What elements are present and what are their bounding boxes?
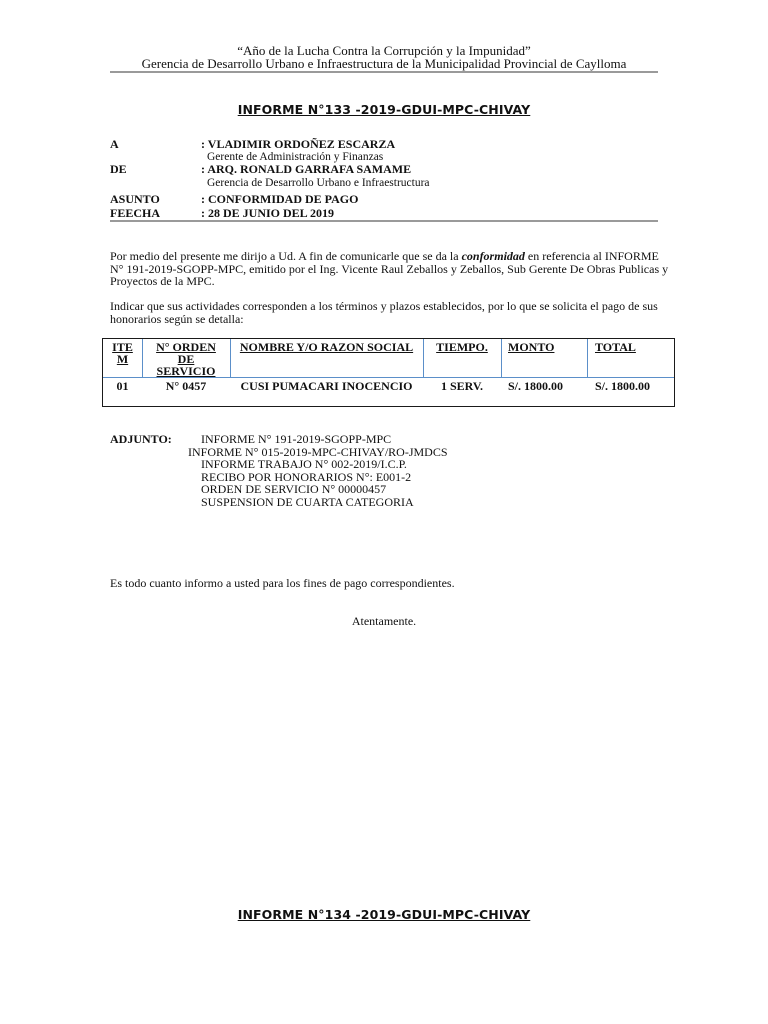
header-order-line-1: N° ORDEN [156, 340, 216, 354]
row-total: S/. 1800.00 [595, 379, 651, 393]
header-name: NOMBRE Y/O RAZON SOCIAL [239, 340, 414, 354]
row-item: 01 [116, 379, 129, 393]
payment-table [102, 338, 675, 407]
header-order-line-2: DE [177, 352, 195, 366]
header-divider [110, 71, 658, 73]
row-name: CUSI PUMACARI INOCENCIO [240, 379, 413, 393]
request-paragraph [110, 300, 658, 325]
attachment-item: RECIBO POR HONORARIOS N°: E001-2 [201, 470, 412, 484]
attachments-label: ADJUNTO: [110, 432, 172, 446]
to-value: : VLADIMIR ORDOÑEZ ESCARZA [201, 137, 396, 151]
header-order [142, 341, 230, 377]
subject-value: : CONFORMIDAD DE PAGO [201, 192, 359, 206]
report-title: INFORME N°133 -2019-GDUI-MPC-CHIVAY [237, 102, 531, 117]
request-line-2: honorarios según se detalla: [110, 311, 244, 326]
header-item [103, 341, 142, 365]
column-divider [587, 339, 588, 377]
attachment-item: SUSPENSION DE CUARTA CATEGORIA [201, 495, 414, 509]
to-label: A [110, 137, 119, 151]
table-header-row [103, 339, 674, 378]
header-total: TOTAL [595, 340, 636, 354]
to-role: Gerente de Administración y Finanzas [207, 151, 384, 163]
header-order-line-3: SERVICIO [156, 364, 216, 378]
row-amount: S/. 1800.00 [508, 379, 564, 393]
meta-divider [110, 220, 658, 222]
intro-line-3: Proyectos de la MPC. [110, 274, 215, 289]
intro-text: Por medio del presente me dirijo a Ud. A fin de comunicarle que se da la [110, 249, 462, 263]
subject-label: ASUNTO [110, 192, 160, 206]
intro-paragraph [110, 249, 669, 289]
header-time: TIEMPO. [436, 340, 488, 354]
date-value: : 28 DE JUNIO DEL 2019 [201, 206, 335, 220]
date-label: FEECHA [110, 206, 161, 220]
column-divider [501, 339, 502, 377]
closing-statement: Es todo cuanto informo a usted para los fines de pago correspondientes. [110, 576, 455, 590]
header-amount: MONTO [508, 340, 555, 354]
intro-text-end: en referencia al INFORME [524, 249, 659, 263]
attachment-item: ORDEN DE SERVICIO N° 00000457 [201, 482, 387, 496]
header-item-line-1: ITE [112, 340, 133, 354]
from-role: Gerencia de Desarrollo Urbano e Infraestructura [207, 177, 430, 189]
row-order: N° 0457 [165, 379, 207, 393]
row-time: 1 SERV. [440, 379, 484, 393]
next-report-title: INFORME N°134 -2019-GDUI-MPC-CHIVAY [237, 907, 531, 922]
from-label: DE [110, 162, 127, 176]
closing-salutation: Atentamente. [351, 614, 417, 628]
intro-line-1 [110, 250, 658, 263]
from-value: : ARQ. RONALD GARRAFA SAMAME [201, 162, 412, 176]
attachment-item: INFORME TRABAJO N° 002-2019/I.C.P. [201, 457, 407, 471]
attachment-item: INFORME N° 191-2019-SGOPP-MPC [201, 432, 392, 446]
attachment-item: INFORME N° 015-2019-MPC-CHIVAY/RO-JMDCS [188, 445, 448, 459]
header-item-line-2: M [116, 352, 129, 366]
request-line-1: Indicar que sus actividades corresponden a los términos y plazos establecidos, por lo que se solicita el pago de sus [110, 299, 658, 313]
intro-line-2: N° 191-2019-SGOPP-MPC, emitido por el Ing. Vicente Raul Zeballos y Zeballos, Sub Gerente De Obras Publicas y [110, 261, 669, 276]
header-motto: “Año de la Lucha Contra la Corrupción y la Impunidad” [237, 43, 531, 58]
conformity-emphasis: conformidad [461, 249, 525, 263]
header-entity: Gerencia de Desarrollo Urbano e Infraestructura de la Municipalidad Provincial de Caylloma [141, 56, 627, 71]
